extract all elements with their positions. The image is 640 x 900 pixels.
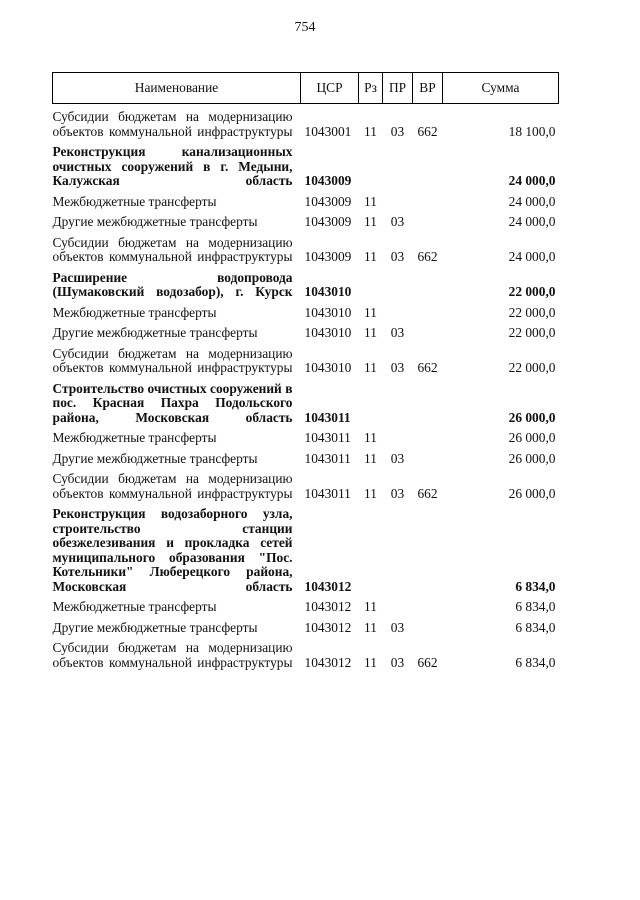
cell-csr: 1043011 (304, 485, 351, 501)
cell-rz: 11 (364, 193, 377, 209)
table-row (53, 600, 559, 615)
cell-pr (383, 600, 413, 615)
cell-csr: 1043009 (304, 249, 352, 264)
cell-name: Межбюджетные трансферты (52, 193, 217, 209)
cell-vr (413, 195, 443, 210)
cell-csr: 1043009 (304, 214, 352, 229)
table-row (53, 195, 559, 210)
page-number: 754 (294, 20, 316, 35)
header-vr: ВР (413, 73, 443, 104)
cell-csr: 1043010 (304, 360, 352, 375)
cell-csr: 1043011 (304, 409, 351, 425)
cell-name: Реконструкция канализационных очистных сооружений в г. Медыни, Калужская область (52, 144, 293, 188)
cell-sum: 26 000,0 (508, 430, 556, 445)
cell-name: Реконструкция водозаборного узла, строительство станции обезжелезивания и прокладка сетей муниципального образования "Пос. Котельники" Люберецкого района, Московская область (52, 506, 293, 594)
cell-sum: 24 000,0 (508, 214, 556, 229)
cell-vr (413, 145, 443, 189)
cell-rz: 11 (364, 450, 377, 466)
cell-name: Строительство очистных сооружений в пос. Красная Пахра Подольского района, Московская область (52, 380, 293, 425)
cell-sum: 6 834,0 (515, 578, 556, 594)
cell-pr: 03 (390, 360, 405, 375)
cell-csr: 1043012 (304, 578, 352, 594)
cell-name: Другие межбюджетные трансферты (52, 214, 258, 229)
table-body (53, 104, 559, 671)
cell-csr: 1043010 (304, 325, 352, 340)
cell-rz (359, 382, 383, 426)
cell-pr: 03 (390, 654, 405, 670)
cell-vr (413, 600, 443, 615)
header-csr: ЦСР (301, 73, 359, 104)
cell-pr (383, 145, 413, 189)
cell-vr: 662 (417, 123, 438, 139)
cell-vr (413, 382, 443, 426)
cell-sum: 26 000,0 (508, 450, 556, 466)
cell-name: Субсидии бюджетам на модернизацию объектов коммунальной инфраструктуры (52, 640, 293, 670)
cell-name: Расширение водопровода (Шумаковский водозабор), г. Курск (52, 269, 293, 299)
cell-sum: 6 834,0 (515, 654, 556, 670)
cell-rz: 11 (364, 214, 377, 229)
cell-vr (413, 452, 443, 467)
cell-csr: 1043010 (304, 304, 352, 320)
cell-sum: 6 834,0 (515, 619, 556, 635)
table-header-row (53, 73, 559, 104)
cell-rz: 11 (364, 360, 377, 375)
cell-sum: 22 000,0 (508, 360, 556, 375)
cell-sum: 24 000,0 (508, 249, 556, 264)
header-pr: ПР (383, 73, 413, 104)
cell-rz: 11 (364, 485, 377, 501)
cell-sum: 26 000,0 (508, 409, 556, 425)
cell-rz: 11 (364, 599, 377, 614)
table-row-section (53, 382, 559, 426)
cell-pr (383, 271, 413, 300)
cell-vr (413, 431, 443, 446)
cell-sum: 6 834,0 (515, 599, 556, 614)
cell-csr: 1043012 (304, 654, 352, 670)
cell-pr: 03 (390, 485, 405, 501)
cell-csr: 1043011 (304, 430, 351, 445)
table-row-section (53, 145, 559, 189)
cell-vr (413, 215, 443, 230)
table-row (53, 347, 559, 376)
cell-name: Другие межбюджетные трансферты (52, 619, 258, 635)
cell-sum: 22 000,0 (508, 304, 556, 320)
cell-name: Субсидии бюджетам на модернизацию объектов коммунальной инфраструктуры (52, 234, 293, 264)
cell-rz: 11 (364, 249, 377, 264)
cell-vr (413, 271, 443, 300)
cell-rz (359, 507, 383, 594)
cell-pr: 03 (390, 249, 405, 264)
cell-rz: 11 (364, 325, 377, 340)
cell-rz: 11 (364, 430, 377, 445)
cell-vr: 662 (417, 360, 438, 375)
cell-vr (413, 507, 443, 594)
cell-csr: 1043001 (304, 123, 352, 139)
cell-vr (413, 621, 443, 636)
cell-pr (383, 507, 413, 594)
header-rz: Рз (359, 73, 383, 104)
table-row (53, 236, 559, 265)
cell-vr: 662 (417, 249, 438, 264)
cell-rz: 11 (364, 654, 377, 670)
cell-csr: 1043012 (304, 619, 352, 635)
table-row (53, 306, 559, 321)
cell-pr: 03 (390, 214, 405, 229)
cell-pr (383, 431, 413, 446)
table-row (53, 452, 559, 467)
cell-name: Межбюджетные трансферты (52, 599, 217, 614)
cell-sum: 22 000,0 (508, 284, 556, 299)
table-row (53, 110, 559, 139)
cell-csr: 1043009 (304, 193, 352, 209)
table-row-section (53, 271, 559, 300)
cell-rz: 11 (364, 123, 377, 139)
cell-rz: 11 (364, 619, 377, 635)
cell-rz (359, 145, 383, 189)
cell-name: Субсидии бюджетам на модернизацию объектов коммунальной инфраструктуры (52, 471, 293, 501)
cell-vr: 662 (417, 654, 438, 670)
budget-table (52, 72, 559, 670)
table-row (53, 326, 559, 341)
cell-pr: 03 (390, 123, 405, 139)
cell-sum: 26 000,0 (508, 485, 556, 501)
cell-sum: 22 000,0 (508, 325, 556, 340)
cell-csr: 1043009 (304, 173, 352, 188)
cell-name: Субсидии бюджетам на модернизацию объектов коммунальной инфраструктуры (52, 109, 293, 139)
cell-vr: 662 (417, 485, 438, 501)
table-row (53, 621, 559, 636)
cell-vr (413, 326, 443, 341)
table-row (53, 641, 559, 670)
cell-pr (383, 306, 413, 321)
table-row (53, 472, 559, 501)
cell-pr: 03 (390, 619, 405, 635)
cell-csr: 1043010 (304, 284, 352, 299)
header-sum: Сумма (443, 73, 559, 104)
cell-name: Межбюджетные трансферты (52, 430, 217, 445)
cell-name: Субсидии бюджетам на модернизацию объектов коммунальной инфраструктуры (52, 345, 293, 375)
cell-pr (383, 382, 413, 426)
cell-name: Другие межбюджетные трансферты (52, 450, 258, 466)
cell-pr (383, 195, 413, 210)
cell-name: Межбюджетные трансферты (52, 304, 217, 320)
table-row (53, 215, 559, 230)
cell-csr: 1043012 (304, 599, 352, 614)
cell-sum: 24 000,0 (508, 193, 556, 209)
cell-sum: 18 100,0 (508, 123, 556, 139)
cell-rz (359, 271, 383, 300)
table-row-section (53, 507, 559, 594)
cell-sum: 24 000,0 (508, 173, 556, 188)
header-name: Наименование (53, 73, 301, 104)
cell-name: Другие межбюджетные трансферты (52, 325, 258, 340)
cell-csr: 1043011 (304, 450, 351, 466)
table-row (53, 431, 559, 446)
cell-rz: 11 (364, 304, 377, 320)
cell-pr: 03 (390, 325, 405, 340)
cell-vr (413, 306, 443, 321)
cell-pr: 03 (390, 450, 405, 466)
